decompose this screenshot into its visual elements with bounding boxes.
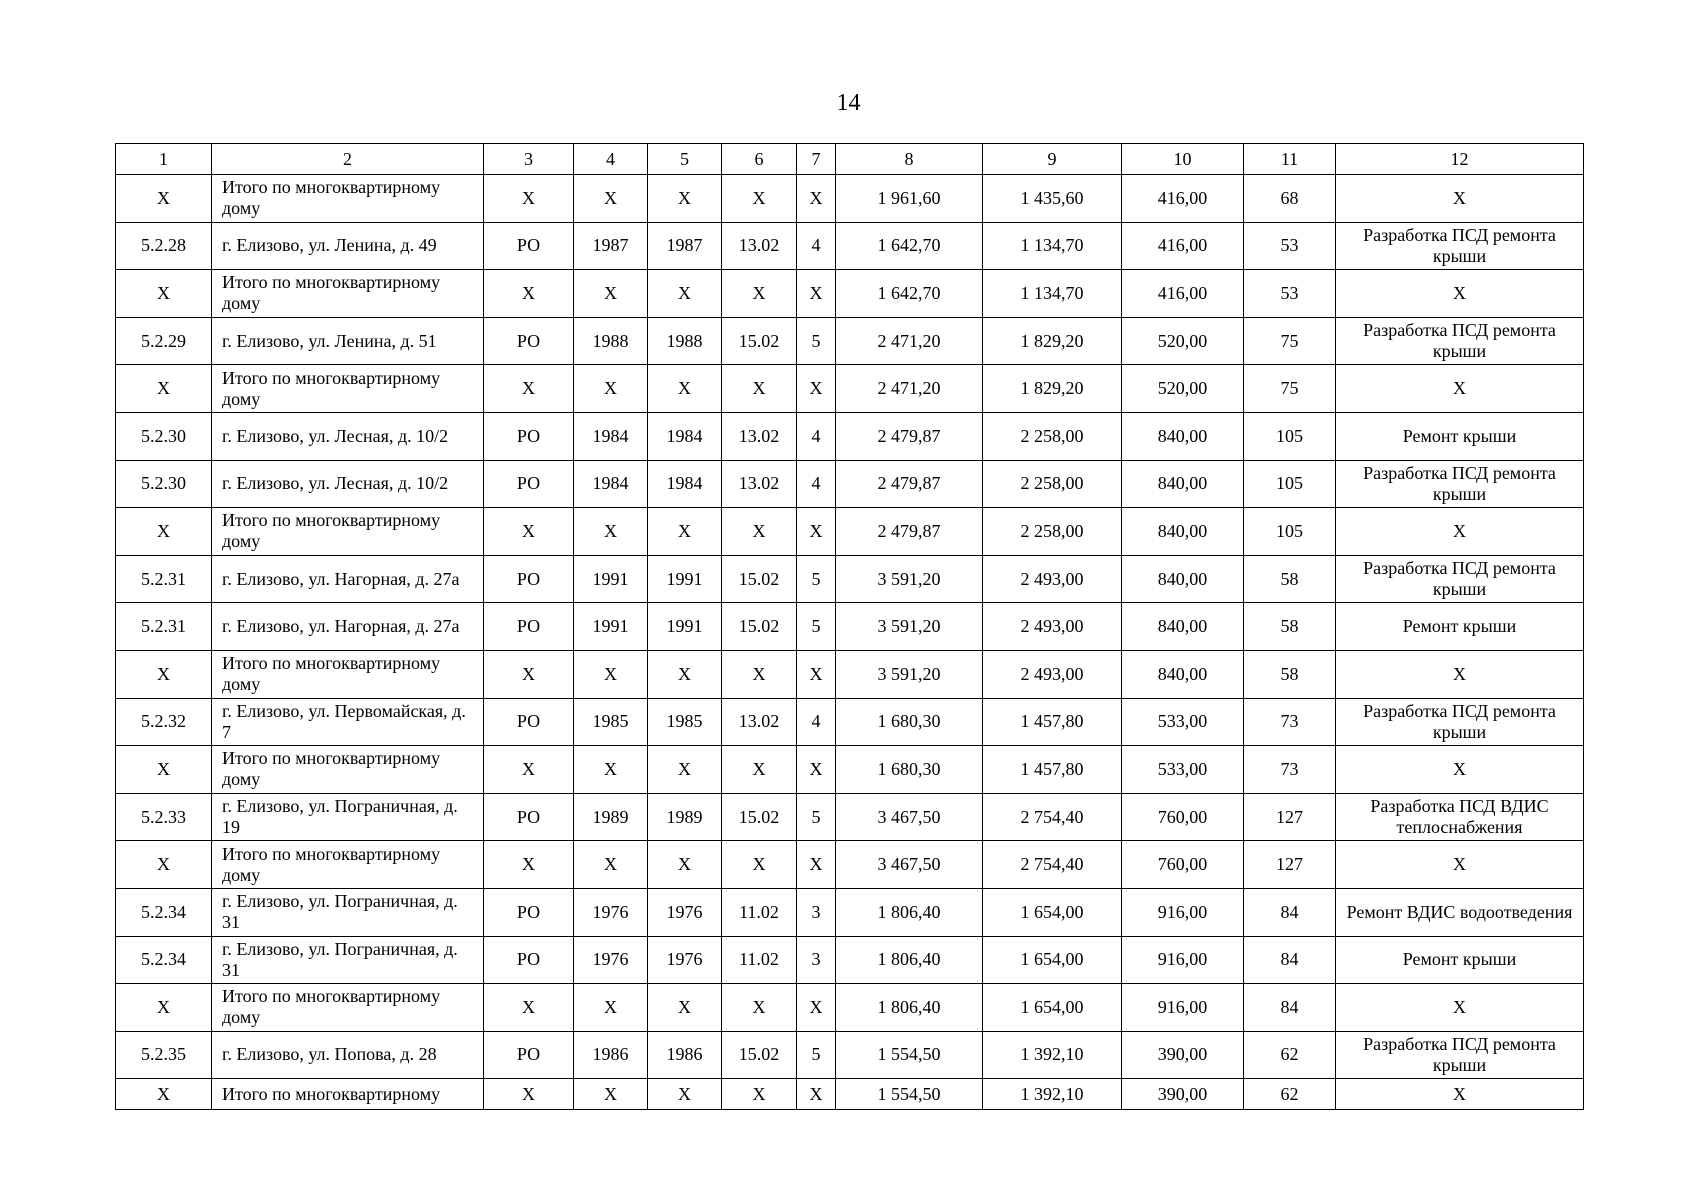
table-cell: 916,00 bbox=[1122, 888, 1244, 936]
table-row bbox=[116, 365, 1584, 413]
table-cell: Разработка ПСД ремонта крыши bbox=[1336, 222, 1584, 270]
table-row bbox=[116, 508, 1584, 556]
address-cell: г. Елизово, ул. Лесная, д. 10/2 bbox=[212, 412, 484, 460]
table-cell: X bbox=[116, 365, 212, 413]
table-row bbox=[116, 698, 1584, 746]
table-cell: X bbox=[1336, 508, 1584, 556]
table-cell: X bbox=[1336, 1079, 1584, 1110]
table-cell: X bbox=[648, 746, 722, 794]
address-cell: г. Елизово, ул. Пограничная, д. 19 bbox=[212, 793, 484, 841]
table-cell: 4 bbox=[797, 222, 836, 270]
table-cell: X bbox=[484, 1079, 574, 1110]
table-cell: 73 bbox=[1244, 746, 1336, 794]
table-cell: 84 bbox=[1244, 936, 1336, 984]
table-cell: 1 680,30 bbox=[836, 698, 983, 746]
table-cell: 1 554,50 bbox=[836, 1031, 983, 1079]
column-header: 4 bbox=[574, 144, 648, 175]
table-cell: X bbox=[574, 841, 648, 889]
table-cell: 13.02 bbox=[722, 460, 797, 508]
column-header: 6 bbox=[722, 144, 797, 175]
table-cell: РО bbox=[484, 222, 574, 270]
table-cell: 3 bbox=[797, 936, 836, 984]
table-cell: 520,00 bbox=[1122, 365, 1244, 413]
table-row bbox=[116, 270, 1584, 318]
table-cell: X bbox=[797, 270, 836, 318]
table-cell: X bbox=[648, 650, 722, 698]
table-cell: X bbox=[484, 650, 574, 698]
address-cell: Итого по многоквартирному bbox=[212, 1079, 484, 1110]
table-cell: 1 654,00 bbox=[983, 888, 1122, 936]
table-row bbox=[116, 984, 1584, 1032]
table-cell: 760,00 bbox=[1122, 841, 1244, 889]
table-cell: 5 bbox=[797, 1031, 836, 1079]
table-cell: 2 479,87 bbox=[836, 412, 983, 460]
table-cell: РО bbox=[484, 936, 574, 984]
table-cell: Разработка ПСД ремонта крыши bbox=[1336, 317, 1584, 365]
table-cell: 5.2.34 bbox=[116, 936, 212, 984]
table-cell: X bbox=[797, 984, 836, 1032]
table-cell: 62 bbox=[1244, 1079, 1336, 1110]
table-row bbox=[116, 793, 1584, 841]
table-cell: 1 654,00 bbox=[983, 984, 1122, 1032]
table-cell: X bbox=[797, 508, 836, 556]
table-cell: 15.02 bbox=[722, 603, 797, 651]
data-table bbox=[115, 143, 1584, 1110]
table-cell: 1 680,30 bbox=[836, 746, 983, 794]
table-body bbox=[116, 144, 1584, 1110]
table-cell: 2 258,00 bbox=[983, 460, 1122, 508]
address-cell: г. Елизово, ул. Нагорная, д. 27а bbox=[212, 555, 484, 603]
table-cell: Разработка ПСД ВДИС теплоснабжения bbox=[1336, 793, 1584, 841]
table-cell: 1986 bbox=[574, 1031, 648, 1079]
column-header: 7 bbox=[797, 144, 836, 175]
table-cell: 75 bbox=[1244, 365, 1336, 413]
header-row bbox=[116, 144, 1584, 175]
address-cell: г. Елизово, ул. Лесная, д. 10/2 bbox=[212, 460, 484, 508]
table-cell: 15.02 bbox=[722, 317, 797, 365]
column-header: 12 bbox=[1336, 144, 1584, 175]
table-cell: X bbox=[574, 650, 648, 698]
table-cell: 2 493,00 bbox=[983, 603, 1122, 651]
table-cell: 1988 bbox=[648, 317, 722, 365]
address-cell: г. Елизово, ул. Пограничная, д. 31 bbox=[212, 888, 484, 936]
table-cell: 73 bbox=[1244, 698, 1336, 746]
table-cell: 1976 bbox=[574, 888, 648, 936]
table-cell: 1 457,80 bbox=[983, 698, 1122, 746]
address-cell: Итого по многоквартирному дому bbox=[212, 650, 484, 698]
column-header: 8 bbox=[836, 144, 983, 175]
table-cell: X bbox=[722, 650, 797, 698]
table-row bbox=[116, 555, 1584, 603]
table-cell: 84 bbox=[1244, 984, 1336, 1032]
table-cell: X bbox=[797, 365, 836, 413]
table-cell: 840,00 bbox=[1122, 460, 1244, 508]
table-row bbox=[116, 317, 1584, 365]
table-cell: 15.02 bbox=[722, 1031, 797, 1079]
table-cell: X bbox=[484, 841, 574, 889]
table-cell: 390,00 bbox=[1122, 1079, 1244, 1110]
table-cell: 1 134,70 bbox=[983, 270, 1122, 318]
table-cell: Разработка ПСД ремонта крыши bbox=[1336, 1031, 1584, 1079]
table-cell: Разработка ПСД ремонта крыши bbox=[1336, 460, 1584, 508]
table-cell: 1 642,70 bbox=[836, 270, 983, 318]
table-cell: 15.02 bbox=[722, 555, 797, 603]
table-cell: X bbox=[722, 841, 797, 889]
table-cell: 127 bbox=[1244, 841, 1336, 889]
table-row bbox=[116, 460, 1584, 508]
table-cell: 75 bbox=[1244, 317, 1336, 365]
table-cell: X bbox=[722, 508, 797, 556]
table-cell: X bbox=[797, 650, 836, 698]
table-cell: 58 bbox=[1244, 555, 1336, 603]
table-cell: X bbox=[116, 1079, 212, 1110]
table-cell: 416,00 bbox=[1122, 270, 1244, 318]
table-cell: 840,00 bbox=[1122, 508, 1244, 556]
table-cell: 105 bbox=[1244, 508, 1336, 556]
table-cell: X bbox=[116, 984, 212, 1032]
table-row bbox=[116, 936, 1584, 984]
table-cell: 1984 bbox=[648, 412, 722, 460]
table-cell: 2 258,00 bbox=[983, 508, 1122, 556]
table-cell: Разработка ПСД ремонта крыши bbox=[1336, 555, 1584, 603]
table-cell: 1 829,20 bbox=[983, 365, 1122, 413]
table-cell: X bbox=[574, 365, 648, 413]
table-cell: 4 bbox=[797, 412, 836, 460]
column-header: 10 bbox=[1122, 144, 1244, 175]
table-cell: X bbox=[484, 175, 574, 223]
table-cell: 1991 bbox=[574, 603, 648, 651]
table-cell: 5.2.29 bbox=[116, 317, 212, 365]
table-cell: РО bbox=[484, 555, 574, 603]
table-cell: 1 654,00 bbox=[983, 936, 1122, 984]
table-row bbox=[116, 841, 1584, 889]
table-cell: 5 bbox=[797, 555, 836, 603]
table-cell: 1989 bbox=[648, 793, 722, 841]
table-cell: X bbox=[1336, 984, 1584, 1032]
table-cell: Разработка ПСД ремонта крыши bbox=[1336, 698, 1584, 746]
address-cell: Итого по многоквартирному дому bbox=[212, 270, 484, 318]
address-cell: Итого по многоквартирному дому bbox=[212, 508, 484, 556]
table-cell: 533,00 bbox=[1122, 698, 1244, 746]
table-cell: Ремонт крыши bbox=[1336, 936, 1584, 984]
column-header: 1 bbox=[116, 144, 212, 175]
table-cell: 1988 bbox=[574, 317, 648, 365]
table-cell: РО bbox=[484, 1031, 574, 1079]
table-cell: X bbox=[797, 841, 836, 889]
table-cell: 58 bbox=[1244, 603, 1336, 651]
table-cell: 2 471,20 bbox=[836, 365, 983, 413]
table-cell: X bbox=[116, 508, 212, 556]
table-cell: X bbox=[1336, 841, 1584, 889]
table-cell: 1991 bbox=[574, 555, 648, 603]
table-cell: РО bbox=[484, 460, 574, 508]
table-cell: 1 961,60 bbox=[836, 175, 983, 223]
table-cell: 5.2.35 bbox=[116, 1031, 212, 1079]
table-cell: 11.02 bbox=[722, 936, 797, 984]
table-cell: 1 642,70 bbox=[836, 222, 983, 270]
table-cell: 520,00 bbox=[1122, 317, 1244, 365]
table-cell: 5 bbox=[797, 603, 836, 651]
table-cell: 62 bbox=[1244, 1031, 1336, 1079]
table-cell: 1984 bbox=[648, 460, 722, 508]
table-cell: X bbox=[574, 508, 648, 556]
table-cell: X bbox=[648, 508, 722, 556]
table-cell: 13.02 bbox=[722, 412, 797, 460]
table-cell: РО bbox=[484, 793, 574, 841]
table-cell: X bbox=[484, 365, 574, 413]
table-cell: 105 bbox=[1244, 460, 1336, 508]
address-cell: г. Елизово, ул. Нагорная, д. 27а bbox=[212, 603, 484, 651]
column-header: 3 bbox=[484, 144, 574, 175]
table-cell: 1 806,40 bbox=[836, 936, 983, 984]
table-cell: Ремонт крыши bbox=[1336, 603, 1584, 651]
table-cell: X bbox=[116, 841, 212, 889]
table-cell: 13.02 bbox=[722, 222, 797, 270]
table-cell: 53 bbox=[1244, 222, 1336, 270]
table-cell: X bbox=[722, 746, 797, 794]
table-cell: 1 392,10 bbox=[983, 1031, 1122, 1079]
table-cell: 1 457,80 bbox=[983, 746, 1122, 794]
address-cell: г. Елизово, ул. Ленина, д. 51 bbox=[212, 317, 484, 365]
table-cell: РО bbox=[484, 317, 574, 365]
table-cell: 3 591,20 bbox=[836, 650, 983, 698]
table-cell: X bbox=[648, 841, 722, 889]
table-cell: X bbox=[1336, 270, 1584, 318]
page-number: 14 bbox=[836, 90, 861, 116]
table-cell: 127 bbox=[1244, 793, 1336, 841]
table-row bbox=[116, 1079, 1584, 1110]
table-cell: 4 bbox=[797, 698, 836, 746]
table-cell: 1987 bbox=[574, 222, 648, 270]
table-cell: 5 bbox=[797, 317, 836, 365]
table-cell: X bbox=[574, 746, 648, 794]
table-cell: 5.2.30 bbox=[116, 412, 212, 460]
table-cell: 840,00 bbox=[1122, 555, 1244, 603]
address-cell: Итого по многоквартирному дому bbox=[212, 175, 484, 223]
table-cell: 1985 bbox=[648, 698, 722, 746]
table-cell: X bbox=[116, 270, 212, 318]
table-cell: X bbox=[116, 175, 212, 223]
table-cell: 1984 bbox=[574, 460, 648, 508]
address-cell: Итого по многоквартирному дому bbox=[212, 365, 484, 413]
table-cell: 2 493,00 bbox=[983, 555, 1122, 603]
table-cell: 1991 bbox=[648, 555, 722, 603]
address-cell: Итого по многоквартирному дому bbox=[212, 746, 484, 794]
table-cell: X bbox=[797, 746, 836, 794]
table-cell: 5 bbox=[797, 793, 836, 841]
table-cell: 1 134,70 bbox=[983, 222, 1122, 270]
table-row bbox=[116, 746, 1584, 794]
table-cell: 390,00 bbox=[1122, 1031, 1244, 1079]
table-cell: 3 591,20 bbox=[836, 603, 983, 651]
table-cell: 1976 bbox=[574, 936, 648, 984]
table-cell: 15.02 bbox=[722, 793, 797, 841]
table-cell: 916,00 bbox=[1122, 984, 1244, 1032]
table-cell: 416,00 bbox=[1122, 222, 1244, 270]
table-cell: X bbox=[574, 270, 648, 318]
table-cell: X bbox=[797, 175, 836, 223]
table-cell: 5.2.28 bbox=[116, 222, 212, 270]
table-cell: 2 754,40 bbox=[983, 793, 1122, 841]
table-cell: X bbox=[484, 270, 574, 318]
table-cell: 840,00 bbox=[1122, 412, 1244, 460]
table-cell: 84 bbox=[1244, 888, 1336, 936]
table-cell: 2 754,40 bbox=[983, 841, 1122, 889]
address-cell: Итого по многоквартирному дому bbox=[212, 841, 484, 889]
table-cell: 5.2.30 bbox=[116, 460, 212, 508]
table-cell: X bbox=[116, 650, 212, 698]
table-row bbox=[116, 650, 1584, 698]
table-cell: 68 bbox=[1244, 175, 1336, 223]
table-cell: 1984 bbox=[574, 412, 648, 460]
table-cell: X bbox=[116, 746, 212, 794]
table-cell: Ремонт ВДИС водоотведения bbox=[1336, 888, 1584, 936]
table-cell: Ремонт крыши bbox=[1336, 412, 1584, 460]
address-cell: г. Елизово, ул. Пограничная, д. 31 bbox=[212, 936, 484, 984]
table-cell: 760,00 bbox=[1122, 793, 1244, 841]
column-header: 11 bbox=[1244, 144, 1336, 175]
table-cell: X bbox=[484, 746, 574, 794]
table-cell: 3 467,50 bbox=[836, 841, 983, 889]
table-cell: X bbox=[1336, 175, 1584, 223]
table-cell: 1987 bbox=[648, 222, 722, 270]
table-cell: X bbox=[574, 175, 648, 223]
table-cell: 105 bbox=[1244, 412, 1336, 460]
table-cell: 13.02 bbox=[722, 698, 797, 746]
table-cell: 3 bbox=[797, 888, 836, 936]
table-cell: X bbox=[1336, 365, 1584, 413]
table-cell: X bbox=[648, 984, 722, 1032]
table-row bbox=[116, 603, 1584, 651]
table-cell: 1986 bbox=[648, 1031, 722, 1079]
table-row bbox=[116, 175, 1584, 223]
address-cell: г. Елизово, ул. Попова, д. 28 bbox=[212, 1031, 484, 1079]
table-cell: 1976 bbox=[648, 888, 722, 936]
table-cell: X bbox=[648, 175, 722, 223]
table-cell: X bbox=[484, 508, 574, 556]
table-cell: 2 493,00 bbox=[983, 650, 1122, 698]
table-cell: 5.2.31 bbox=[116, 603, 212, 651]
table-cell: 2 479,87 bbox=[836, 508, 983, 556]
table-cell: X bbox=[722, 270, 797, 318]
address-cell: г. Елизово, ул. Ленина, д. 49 bbox=[212, 222, 484, 270]
table-cell: 3 591,20 bbox=[836, 555, 983, 603]
table-cell: 1985 bbox=[574, 698, 648, 746]
table-cell: 2 471,20 bbox=[836, 317, 983, 365]
table-cell: 1 554,50 bbox=[836, 1079, 983, 1110]
column-header: 5 bbox=[648, 144, 722, 175]
table-cell: 3 467,50 bbox=[836, 793, 983, 841]
table-cell: 5.2.31 bbox=[116, 555, 212, 603]
table-cell: X bbox=[648, 365, 722, 413]
table-row bbox=[116, 222, 1584, 270]
table-cell: 11.02 bbox=[722, 888, 797, 936]
table-cell: 2 479,87 bbox=[836, 460, 983, 508]
table-cell: X bbox=[648, 270, 722, 318]
table-cell: X bbox=[1336, 746, 1584, 794]
column-header: 9 bbox=[983, 144, 1122, 175]
table-cell: 533,00 bbox=[1122, 746, 1244, 794]
table-cell: 58 bbox=[1244, 650, 1336, 698]
table-cell: 1 829,20 bbox=[983, 317, 1122, 365]
table-cell: 1991 bbox=[648, 603, 722, 651]
table-cell: X bbox=[1336, 650, 1584, 698]
table-cell: 1 806,40 bbox=[836, 984, 983, 1032]
table-row bbox=[116, 888, 1584, 936]
table-cell: 1 392,10 bbox=[983, 1079, 1122, 1110]
table-row bbox=[116, 412, 1584, 460]
table-cell: X bbox=[722, 365, 797, 413]
table-cell: X bbox=[574, 984, 648, 1032]
table-cell: X bbox=[722, 984, 797, 1032]
table-cell: 416,00 bbox=[1122, 175, 1244, 223]
table-cell: X bbox=[574, 1079, 648, 1110]
table-cell: X bbox=[722, 1079, 797, 1110]
table-cell: РО bbox=[484, 698, 574, 746]
table-cell: 840,00 bbox=[1122, 650, 1244, 698]
table-cell: X bbox=[797, 1079, 836, 1110]
table-cell: РО bbox=[484, 888, 574, 936]
table-cell: 5.2.33 bbox=[116, 793, 212, 841]
table-cell: РО bbox=[484, 412, 574, 460]
table-cell: 1 435,60 bbox=[983, 175, 1122, 223]
table-cell: X bbox=[722, 175, 797, 223]
column-header: 2 bbox=[212, 144, 484, 175]
table-cell: 2 258,00 bbox=[983, 412, 1122, 460]
table-cell: 53 bbox=[1244, 270, 1336, 318]
table-row bbox=[116, 1031, 1584, 1079]
table-cell: 5.2.34 bbox=[116, 888, 212, 936]
table-cell: 1976 bbox=[648, 936, 722, 984]
table-cell: РО bbox=[484, 603, 574, 651]
address-cell: г. Елизово, ул. Первомайская, д. 7 bbox=[212, 698, 484, 746]
table-cell: 916,00 bbox=[1122, 936, 1244, 984]
table-cell: X bbox=[648, 1079, 722, 1110]
address-cell: Итого по многоквартирному дому bbox=[212, 984, 484, 1032]
table-cell: 5.2.32 bbox=[116, 698, 212, 746]
table-cell: X bbox=[484, 984, 574, 1032]
table-cell: 4 bbox=[797, 460, 836, 508]
table-cell: 840,00 bbox=[1122, 603, 1244, 651]
table-cell: 1 806,40 bbox=[836, 888, 983, 936]
table-cell: 1989 bbox=[574, 793, 648, 841]
